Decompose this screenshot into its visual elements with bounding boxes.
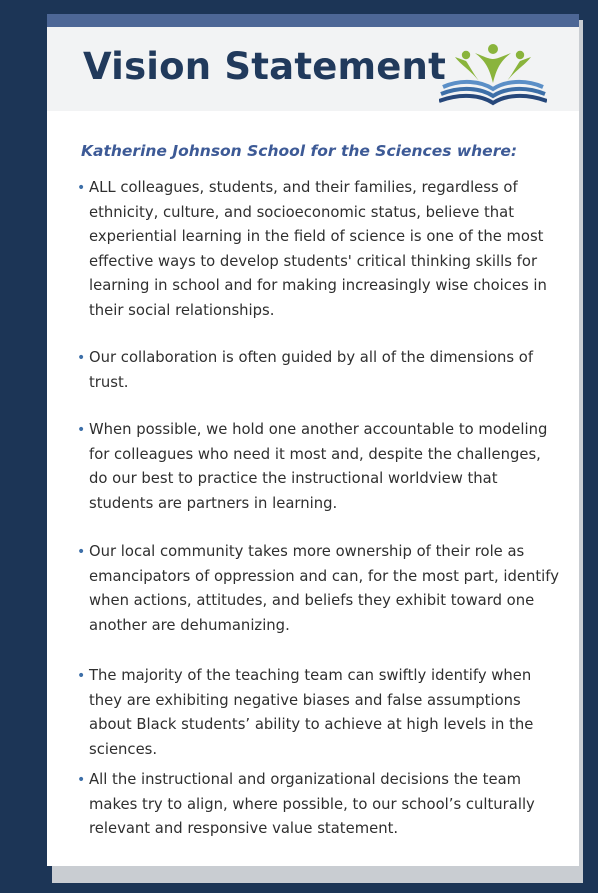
bullet-dot-icon: • — [77, 668, 86, 684]
figure-body-right — [507, 57, 531, 81]
list-item — [77, 540, 559, 638]
figure-body-center — [475, 53, 511, 83]
list-item-text: Our collaboration is often guided by all of the dimensions of trust. — [89, 349, 534, 391]
people-reading-book-logo-icon — [439, 43, 547, 107]
list-item — [77, 346, 559, 395]
bullet-dot-icon: • — [77, 350, 86, 366]
school-subtitle: Katherine Johnson School for the Sciences where: — [81, 142, 518, 160]
list-item — [77, 418, 559, 516]
bullet-dot-icon: • — [77, 772, 86, 788]
bullet-dot-icon: • — [77, 544, 86, 560]
bullet-dot-icon: • — [77, 422, 86, 438]
figures-group — [455, 44, 531, 83]
vision-statement-card — [47, 14, 579, 866]
list-item-text: Our local community takes more ownership of their role as emancipators of oppression and can, for the most part, identify when actions, attitudes, and beliefs they exhibit toward one another are dehumanizing. — [89, 543, 559, 634]
list-item-text: When possible, we hold one another accountable to modeling for colleagues who need it most and, despite the challenges, do our best to practice the instructional worldview that students are partners in learning. — [89, 421, 548, 512]
list-item — [77, 768, 559, 842]
list-item — [77, 664, 559, 762]
card-top-bar — [47, 14, 579, 27]
list-item — [77, 176, 559, 324]
figure-head-left — [462, 51, 470, 59]
list-item-text: All the instructional and organizational decisions the team makes try to align, where possible, to our school’s culturally relevant and responsive value statement. — [89, 771, 535, 838]
figure-head-center — [488, 44, 498, 54]
bullet-dot-icon: • — [77, 180, 86, 196]
book-group — [439, 82, 547, 103]
figure-head-right — [516, 51, 524, 59]
list-item-text: The majority of the teaching team can swiftly identify when they are exhibiting negative biases and false assumptions about Black students’ ability to achieve at high levels in the sciences. — [89, 667, 534, 758]
page-title: Vision Statement — [83, 45, 446, 88]
list-item-text: ALL colleagues, students, and their families, regardless of ethnicity, culture, and socioeconomic status, believe that experiential learning in the field of science is one of the most effective ways to develop students' critical thinking skills for learning in school and for making increasingly wise choices in their social relationships. — [89, 179, 547, 319]
card-header — [47, 27, 579, 111]
figure-body-left — [455, 57, 479, 81]
